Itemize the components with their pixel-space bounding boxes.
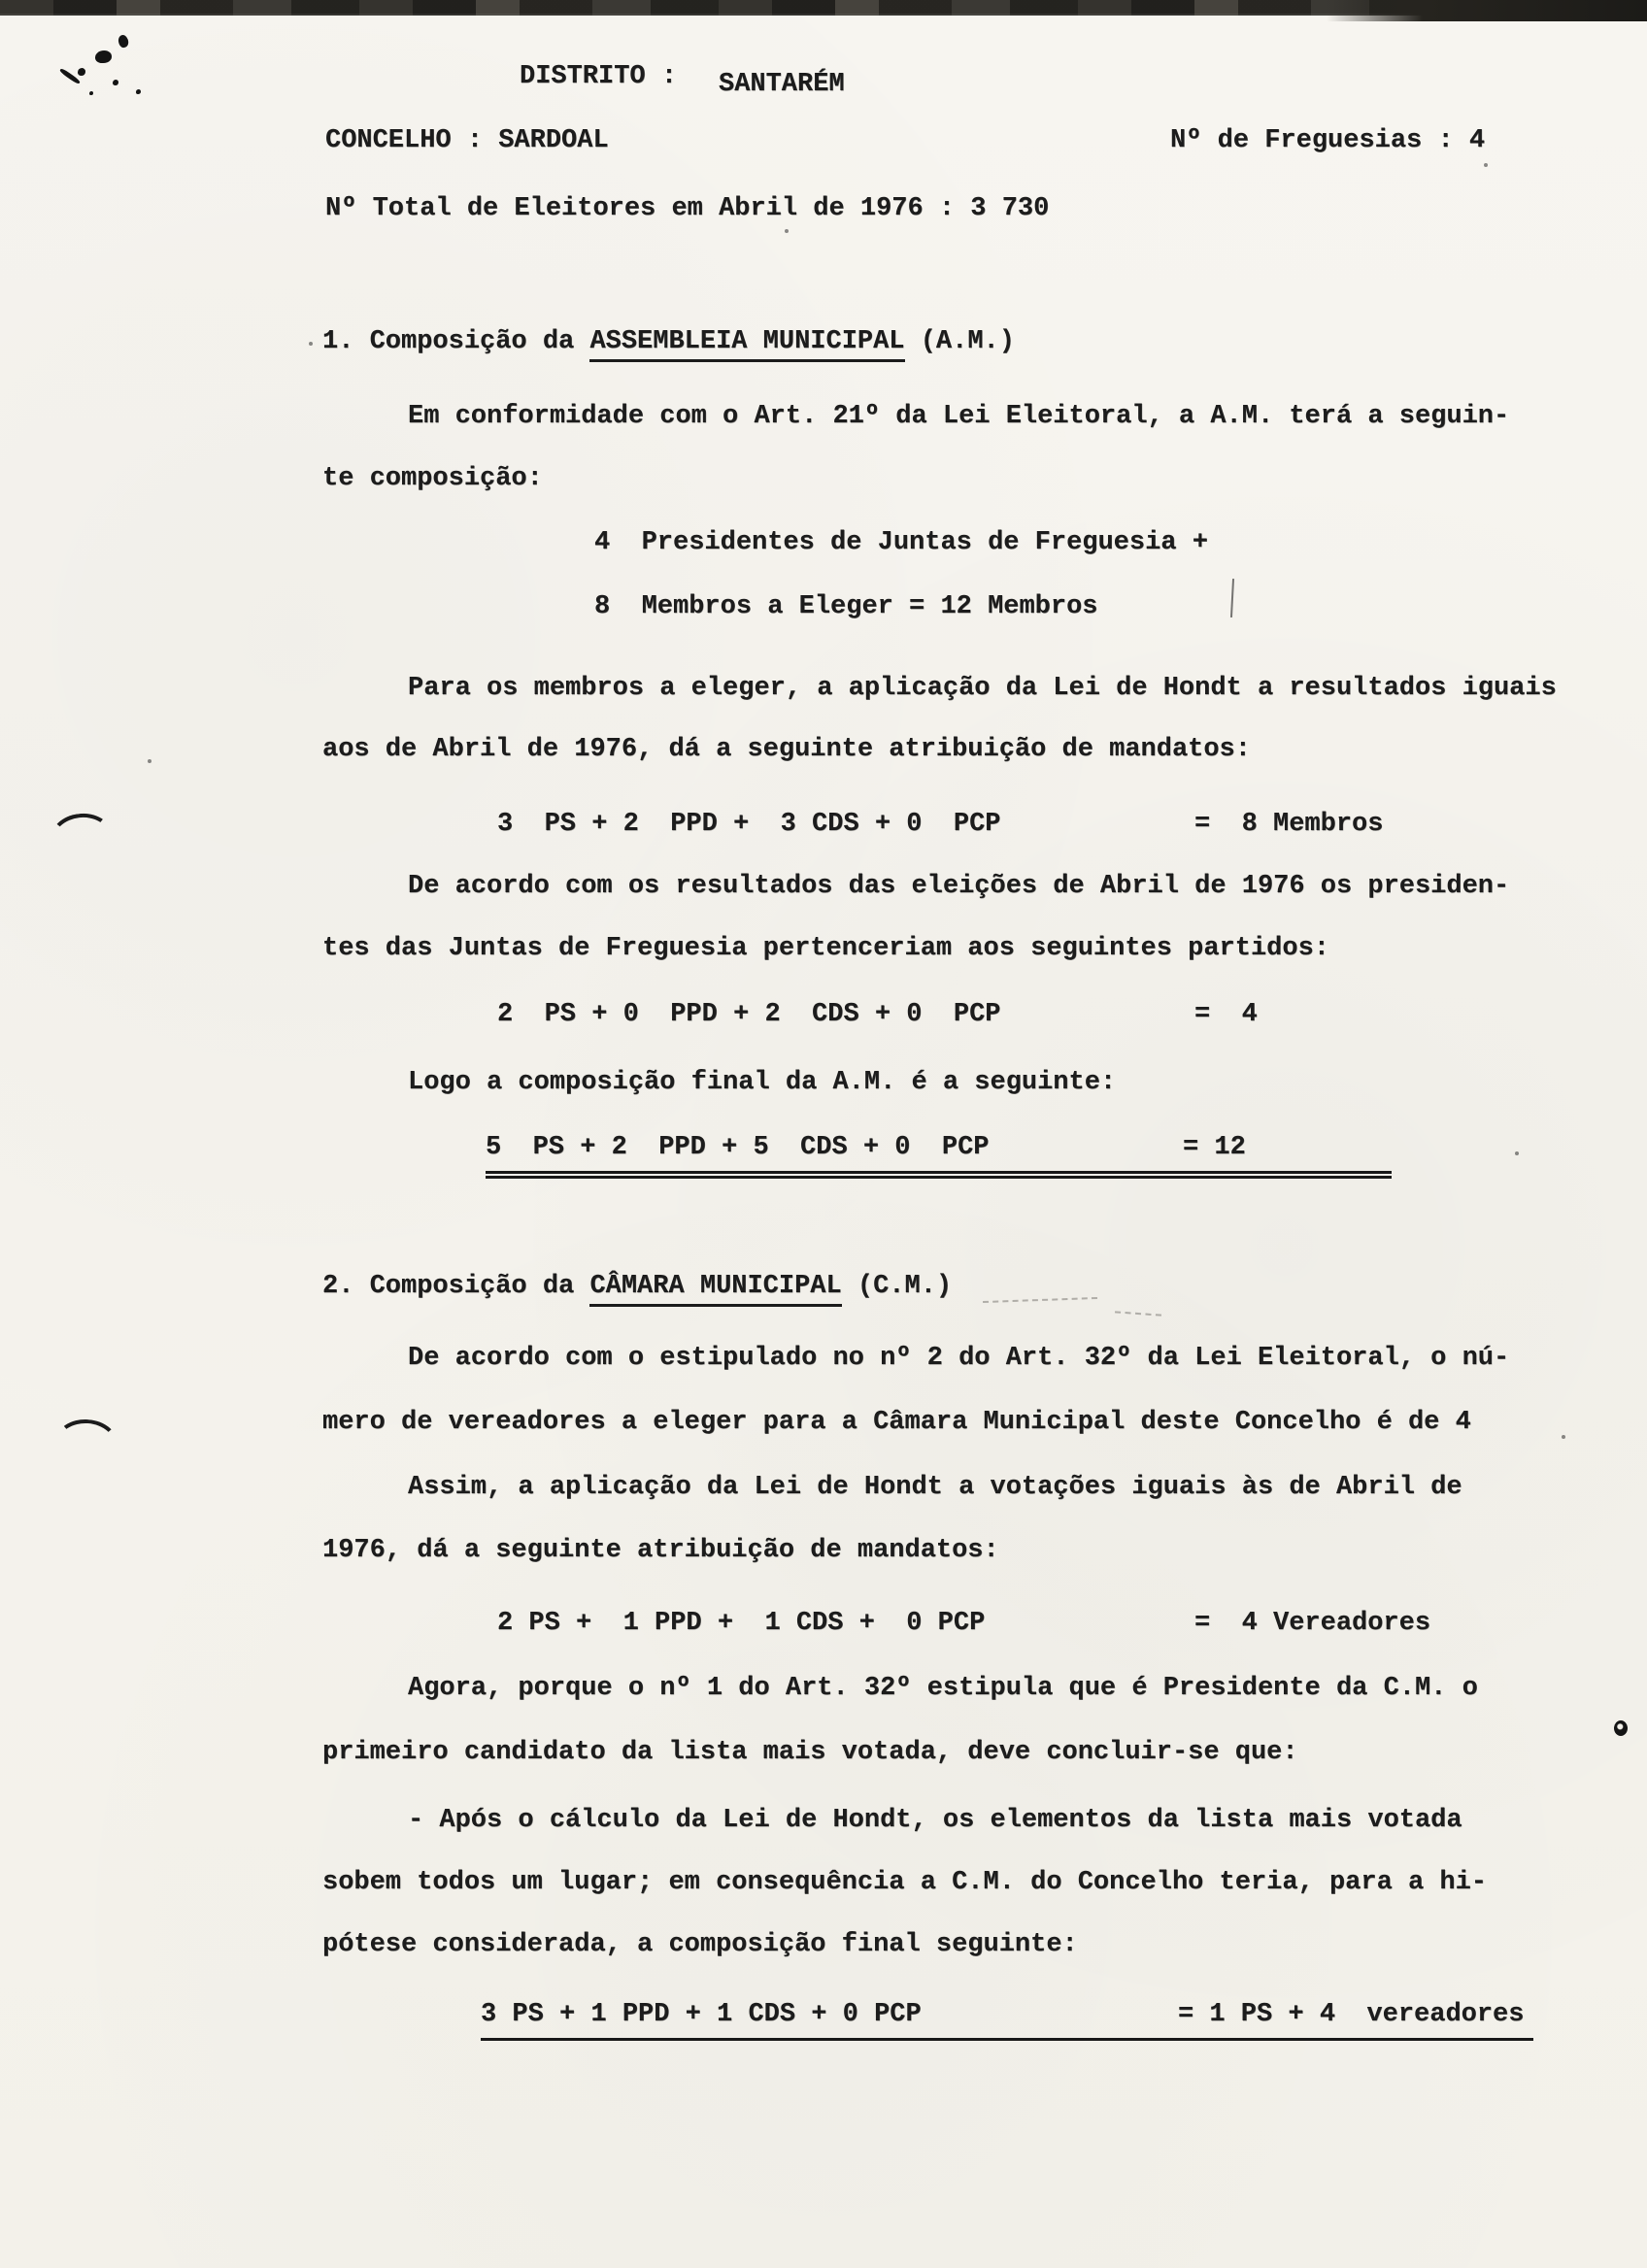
s2-para4-line1: - Após o cálculo da Lei de Hondt, os elementos da lista mais votada <box>408 1806 1462 1835</box>
equation-presidentes-am <box>497 998 1258 1031</box>
ink-dot <box>89 91 93 95</box>
concelho-line: CONCELHO : SARDOAL <box>325 126 609 155</box>
s1-para3-line2: tes das Juntas de Freguesia pertenceriam aos seguintes partidos: <box>322 934 1329 963</box>
section1-heading-prefix: 1. Composição da <box>322 327 590 356</box>
eleitores-line: Nº Total de Eleitores em Abril de 1976 : 3 730 <box>325 194 1050 223</box>
scan-edge-bottom-right <box>1327 0 1647 21</box>
scan-speck <box>1562 1435 1565 1439</box>
section2-heading-suffix: (C.M.) <box>841 1272 953 1301</box>
s1-para1-line1: Em conformidade com o Art. 21º da Lei Eleitoral, a A.M. terá a seguin- <box>408 402 1510 431</box>
equation-left: 3 PS + 2 PPD + 3 CDS + 0 PCP <box>497 810 1001 839</box>
s1-para2-line2: aos de Abril de 1976, dá a seguinte atribuição de mandatos: <box>322 735 1251 764</box>
s1-para2-line1: Para os membros a eleger, a aplicação da Lei de Hondt a resultados iguais <box>408 674 1557 703</box>
ink-blob-right-margin <box>1614 1720 1628 1736</box>
ink-dot <box>95 50 112 63</box>
equation-right: = 4 <box>1194 1000 1258 1029</box>
pen-arc-mark <box>49 811 116 865</box>
s2-para3-line2: primeiro candidato da lista mais votada, deve concluir-se que: <box>322 1738 1298 1767</box>
s1-list-item1: 4 Presidentes de Juntas de Freguesia + <box>594 528 1208 557</box>
s1-para3-line1: De acordo com os resultados das eleições de Abril de 1976 os presiden- <box>408 872 1510 901</box>
s2-para1-line2: mero de vereadores a eleger para a Câmara Municipal deste Concelho é de 4 <box>322 1408 1471 1437</box>
district-label: DISTRITO : <box>520 62 678 91</box>
equation-final-am <box>486 1131 1392 1179</box>
equation-left: 2 PS + 0 PPD + 2 CDS + 0 PCP <box>497 1000 1001 1029</box>
ink-dot <box>113 80 118 85</box>
faint-pencil-dashes <box>1115 1311 1161 1316</box>
equation-left: 2 PS + 1 PPD + 1 CDS + 0 PCP <box>497 1609 986 1638</box>
equation-left: 5 PS + 2 PPD + 5 CDS + 0 PCP <box>486 1133 990 1162</box>
s2-para1-line1: De acordo com o estipulado no nº 2 do Art. 32º da Lei Eleitoral, o nú- <box>408 1344 1510 1373</box>
s2-para4-line3: pótese considerada, a composição final seguinte: <box>322 1930 1078 1959</box>
s1-para4: Logo a composição final da A.M. é a seguinte: <box>408 1068 1117 1097</box>
s1-para1-line2: te composição: <box>322 464 543 493</box>
faint-pencil-dashes <box>983 1297 1097 1303</box>
s2-para3-line1: Agora, porque o nº 1 do Art. 32º estipula que é Presidente da C.M. o <box>408 1674 1478 1703</box>
s2-para2-line1: Assim, a aplicação da Lei de Hondt a votações iguais às de Abril de <box>408 1473 1462 1502</box>
ink-dot <box>117 34 130 50</box>
section1-heading-title: ASSEMBLEIA MUNICIPAL <box>589 327 904 362</box>
ink-splatter <box>58 29 175 126</box>
s1-list-item2: 8 Membros a Eleger = 12 Membros <box>594 592 1098 621</box>
scan-speck <box>1484 163 1488 167</box>
equation-mandatos-am <box>497 808 1383 841</box>
s2-para2-line2: 1976, dá a seguinte atribuição de mandatos: <box>322 1536 999 1565</box>
scan-speck <box>1515 1151 1519 1155</box>
scan-speck <box>785 229 789 233</box>
district-value: SANTARÉM <box>719 70 845 99</box>
section2-heading-title: CÂMARA MUNICIPAL <box>589 1272 841 1307</box>
equation-mandatos-cm <box>497 1607 1430 1640</box>
ink-dot <box>136 89 141 94</box>
section2-heading <box>322 1270 952 1303</box>
pen-arc-mark <box>52 1418 119 1472</box>
equation-left: 3 PS + 1 PPD + 1 CDS + 0 PCP <box>481 2000 922 2029</box>
freguesias-count: Nº de Freguesias : 4 <box>1170 126 1486 155</box>
equation-right: = 1 PS + 4 vereadores <box>1178 2000 1525 2029</box>
section1-heading <box>322 325 1015 358</box>
equation-right: = 12 <box>1183 1133 1246 1162</box>
section2-heading-prefix: 2. Composição da <box>322 1272 590 1301</box>
section1-heading-suffix: (A.M.) <box>904 327 1015 356</box>
equation-final-cm <box>481 1998 1533 2041</box>
scan-speck <box>309 342 313 346</box>
scan-speck <box>148 759 151 763</box>
s2-para4-line2: sobem todos um lugar; em consequência a C.M. do Concelho teria, para a hi- <box>322 1868 1487 1897</box>
equation-right: = 8 Membros <box>1194 810 1384 839</box>
equation-right: = 4 Vereadores <box>1194 1609 1431 1638</box>
stray-tick-mark <box>1230 579 1234 617</box>
ink-dot <box>78 68 85 76</box>
